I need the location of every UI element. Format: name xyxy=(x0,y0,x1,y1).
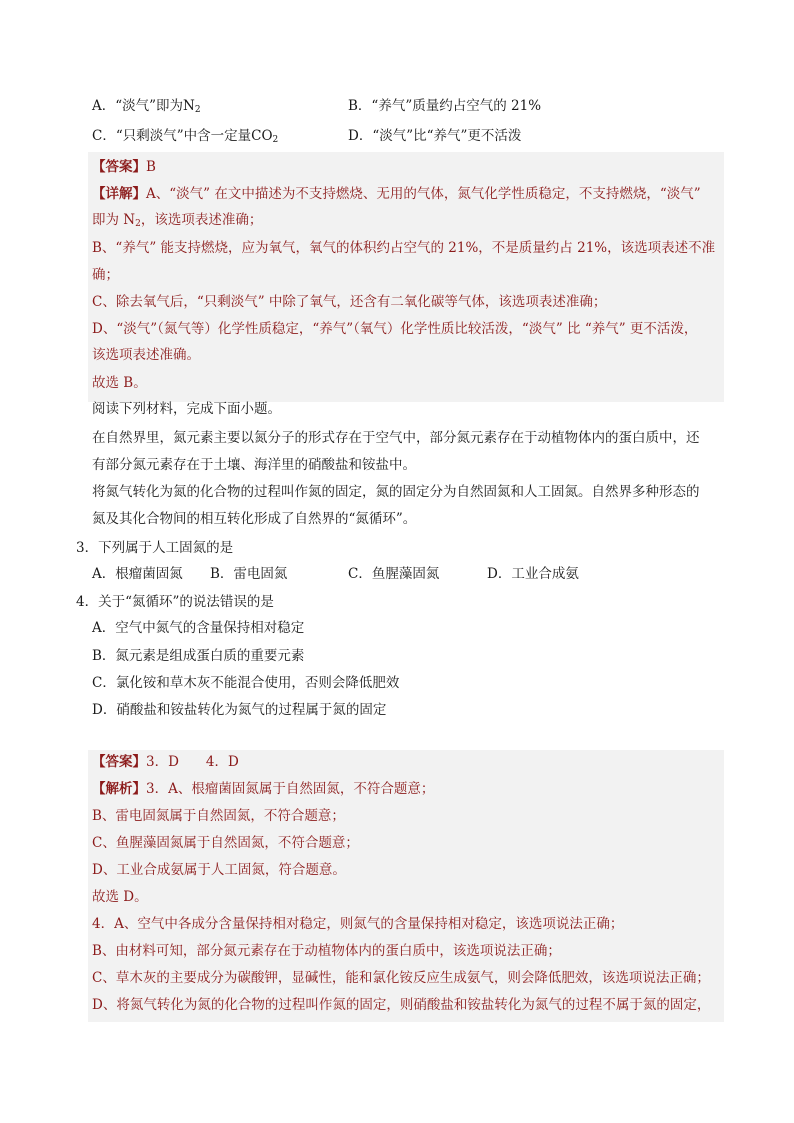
q3-stem: 3．下列属于人工固氮的是 xyxy=(76,540,234,556)
q3-option-c: C．鱼腥藻固氮 xyxy=(348,566,440,582)
q2-option-b: B．“养气”质量约占空气的 21% xyxy=(348,98,542,114)
q2-option-c-text: C．“只剩淡气”中含一定量CO xyxy=(92,128,273,144)
q2-detail-text-2b: ，该选项表述准确； xyxy=(140,212,263,228)
q2-option-a xyxy=(92,96,201,120)
q2-answer-line xyxy=(92,157,156,177)
q34-analysis-text-1: 3．A、根瘤菌固氮属于自然固氮，不符合题意； xyxy=(146,781,435,797)
q4-option-d: D．硝酸盐和铵盐转化为氮气的过程属于氮的固定 xyxy=(92,702,387,718)
analysis-tag: 【解析】 xyxy=(92,781,146,797)
q2-answer-value: B xyxy=(146,159,156,175)
q4-option-a: A．空气中氮气的含量保持相对稳定 xyxy=(92,620,305,636)
material-paragraph-2b: 氮及其化合物间的相互转化形成了自然界的“氮循环”。 xyxy=(92,511,417,527)
answer-tag: 【答案】 xyxy=(92,754,146,770)
q34-analysis-line-1 xyxy=(92,779,434,799)
detail-tag: 【详解】 xyxy=(92,186,146,202)
q34-analysis-line-5: 故选 D。 xyxy=(92,889,148,905)
q2-option-a-text: A．“淡气”即为N xyxy=(92,98,195,114)
q2-detail-line-1 xyxy=(92,184,701,204)
q3-option-d: D．工业合成氨 xyxy=(487,566,579,582)
q2-detail-line-8: 故选 B。 xyxy=(92,375,147,391)
q4-option-b: B．氮元素是组成蛋白质的重要元素 xyxy=(92,648,305,664)
q2-option-c xyxy=(92,126,278,150)
q34-answer-line xyxy=(92,752,239,772)
material-intro: 阅读下列材料，完成下面小题。 xyxy=(92,401,281,417)
answer-tag: 【答案】 xyxy=(92,159,146,175)
q2-detail-line-3: B、“养气” 能支持燃烧，应为氧气，氧气的体积约占空气的 21%，不是质量约占 21%，该选项表述不准 xyxy=(92,240,716,256)
q34-analysis-line-3: C、鱼腥藻固氮属于自然固氮，不符合题意； xyxy=(92,835,359,851)
q3-option-a: A．根瘤菌固氮 xyxy=(92,566,183,582)
q3-option-b: B．雷电固氮 xyxy=(210,566,288,582)
q34-analysis-line-9: D、将氮气转化为氮的化合物的过程叫作氮的固定，则硝酸盐和铵盐转化为氮气的过程不属于氮的固定， xyxy=(92,997,711,1013)
q34-analysis-line-8: C、草木灰的主要成分为碳酸钾，显碱性，能和氯化铵反应生成氨气，则会降低肥效，该选项说法正确； xyxy=(92,970,710,986)
q2-option-c-subscript: 2 xyxy=(272,135,279,145)
q2-detail-line-6: D、“淡气”（氮气等）化学性质稳定，“养气”（氧气）化学性质比较活泼，“淡气” 比 “养气” 更不活泼， xyxy=(92,321,698,337)
q2-detail-subscript: 2 xyxy=(135,219,141,229)
material-paragraph-1a: 在自然界里，氮元素主要以氮分子的形式存在于空气中，部分氮元素存在于动植物体内的蛋白质中，还 xyxy=(92,430,700,446)
q34-analysis-line-7: B、由材料可知，部分氮元素存在于动植物体内的蛋白质中，该选项说法正确； xyxy=(92,943,561,959)
q4-stem: 4．关于“氮循环”的说法错误的是 xyxy=(76,594,274,610)
q2-detail-line-5: C、除去氧气后，“只剩淡气” 中除了氧气，还含有二氧化碳等气体，该选项表述准确； xyxy=(92,294,607,310)
q4-option-c: C．氯化铵和草木灰不能混合使用，否则会降低肥效 xyxy=(92,675,400,691)
q2-detail-line-2 xyxy=(92,210,262,234)
q34-answer-value: 3．D 4．D xyxy=(146,754,239,770)
q2-detail-line-4: 确； xyxy=(92,267,119,283)
q2-detail-line-7: 该选项表述准确。 xyxy=(92,347,200,363)
q2-option-d: D．“淡气”比“养气”更不活泼 xyxy=(348,128,522,144)
q34-analysis-line-6: 4．A、空气中各成分含量保持相对稳定，则氮气的含量保持相对稳定，该选项说法正确； xyxy=(92,916,624,932)
q2-detail-text-1: A、“淡气” 在文中描述为不支持燃烧、无用的气体，氮气化学性质稳定，不支持燃烧，“淡气” xyxy=(146,186,701,202)
material-paragraph-1b: 有部分氮元素存在于土壤、海洋里的硝酸盐和铵盐中。 xyxy=(92,457,416,473)
q2-option-a-subscript: 2 xyxy=(194,105,201,115)
q34-analysis-line-4: D、工业合成氨属于人工固氮，符合题意。 xyxy=(92,862,346,878)
q2-detail-text-2a: 即为 N xyxy=(92,212,136,228)
q34-analysis-line-2: B、雷电固氮属于自然固氮，不符合题意； xyxy=(92,808,345,824)
material-paragraph-2a: 将氮气转化为氮的化合物的过程叫作氮的固定，氮的固定分为自然固氮和人工固氮。自然界多种形态的 xyxy=(92,484,700,500)
